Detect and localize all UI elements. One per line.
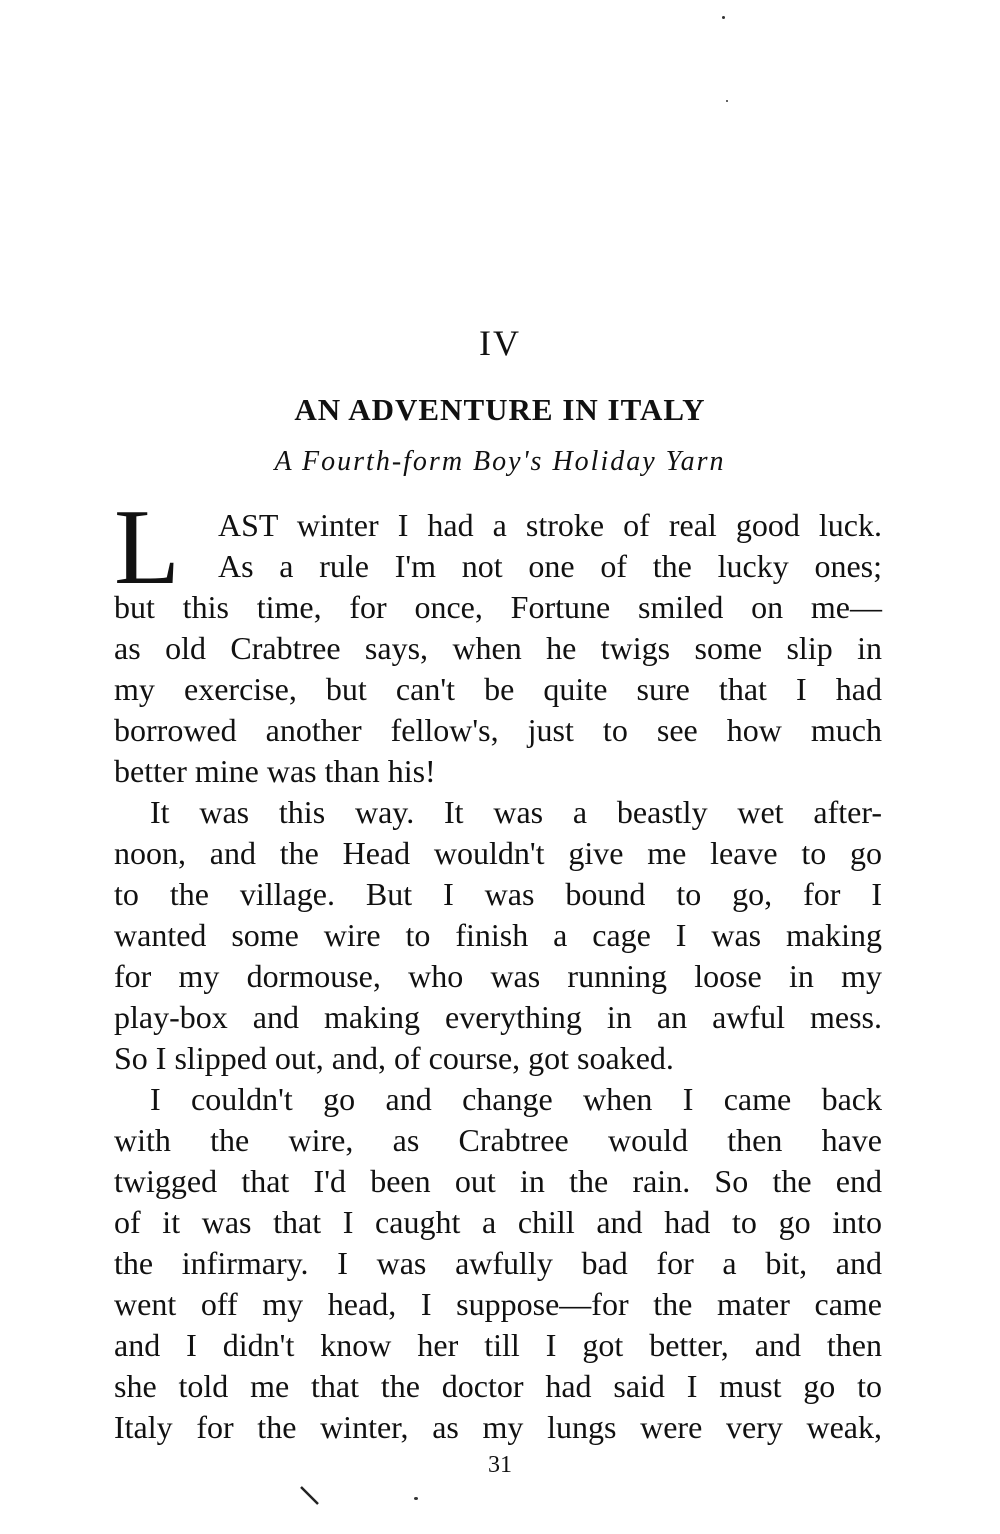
text-line: I couldn't go and change when I came back — [150, 1081, 882, 1117]
text-line: As a rule I'm not one of the lucky ones; — [218, 548, 882, 584]
text-line: AST winter I had a stroke of real good luck. — [218, 507, 882, 543]
text-line: It was this way. It was a beastly wet after- — [150, 794, 882, 830]
page-number: 31 — [488, 1452, 512, 1478]
scan-speck — [726, 100, 728, 102]
text-line: but this time, for once, Fortune smiled on me— — [114, 589, 882, 625]
drop-cap: L — [114, 488, 180, 607]
text-line: So I slipped out, and, of course, got soaked. — [114, 1040, 674, 1076]
text-line: twigged that I'd been out in the rain. So the end — [114, 1163, 882, 1199]
scan-mark — [298, 1484, 322, 1508]
text-line: with the wire, as Crabtree would then have — [114, 1122, 882, 1158]
text-line: and I didn't know her till I got better, and then — [114, 1327, 882, 1363]
scan-speck — [414, 1497, 418, 1500]
text-line: as old Crabtree says, when he twigs some slip in — [114, 630, 882, 666]
chapter-number: IV — [479, 323, 521, 363]
text-line: she told me that the doctor had said I must go to — [114, 1368, 882, 1404]
scan-speck — [722, 16, 725, 19]
body-text — [114, 505, 882, 1448]
chapter-title: AN ADVENTURE IN ITALY — [294, 392, 706, 427]
text-line: my exercise, but can't be quite sure that I had — [114, 671, 882, 707]
text-line: the infirmary. I was awfully bad for a bit, and — [114, 1245, 882, 1281]
text-line: wanted some wire to finish a cage I was making — [114, 917, 882, 953]
text-line: for my dormouse, who was running loose in my — [114, 958, 882, 994]
text-line: play-box and making everything in an awful mess. — [114, 999, 882, 1035]
text-line: better mine was than his! — [114, 753, 436, 789]
text-line: went off my head, I suppose—for the mater came — [114, 1286, 882, 1322]
text-line: of it was that I caught a chill and had to go into — [114, 1204, 882, 1240]
text-line: borrowed another fellow's, just to see how much — [114, 712, 882, 748]
chapter-subtitle: A Fourth-form Boy's Holiday Yarn — [274, 446, 726, 477]
text-line: Italy for the winter, as my lungs were very weak, — [114, 1409, 882, 1445]
text-line: noon, and the Head wouldn't give me leave to go — [114, 835, 882, 871]
text-line: to the village. But I was bound to go, for I — [114, 876, 882, 912]
